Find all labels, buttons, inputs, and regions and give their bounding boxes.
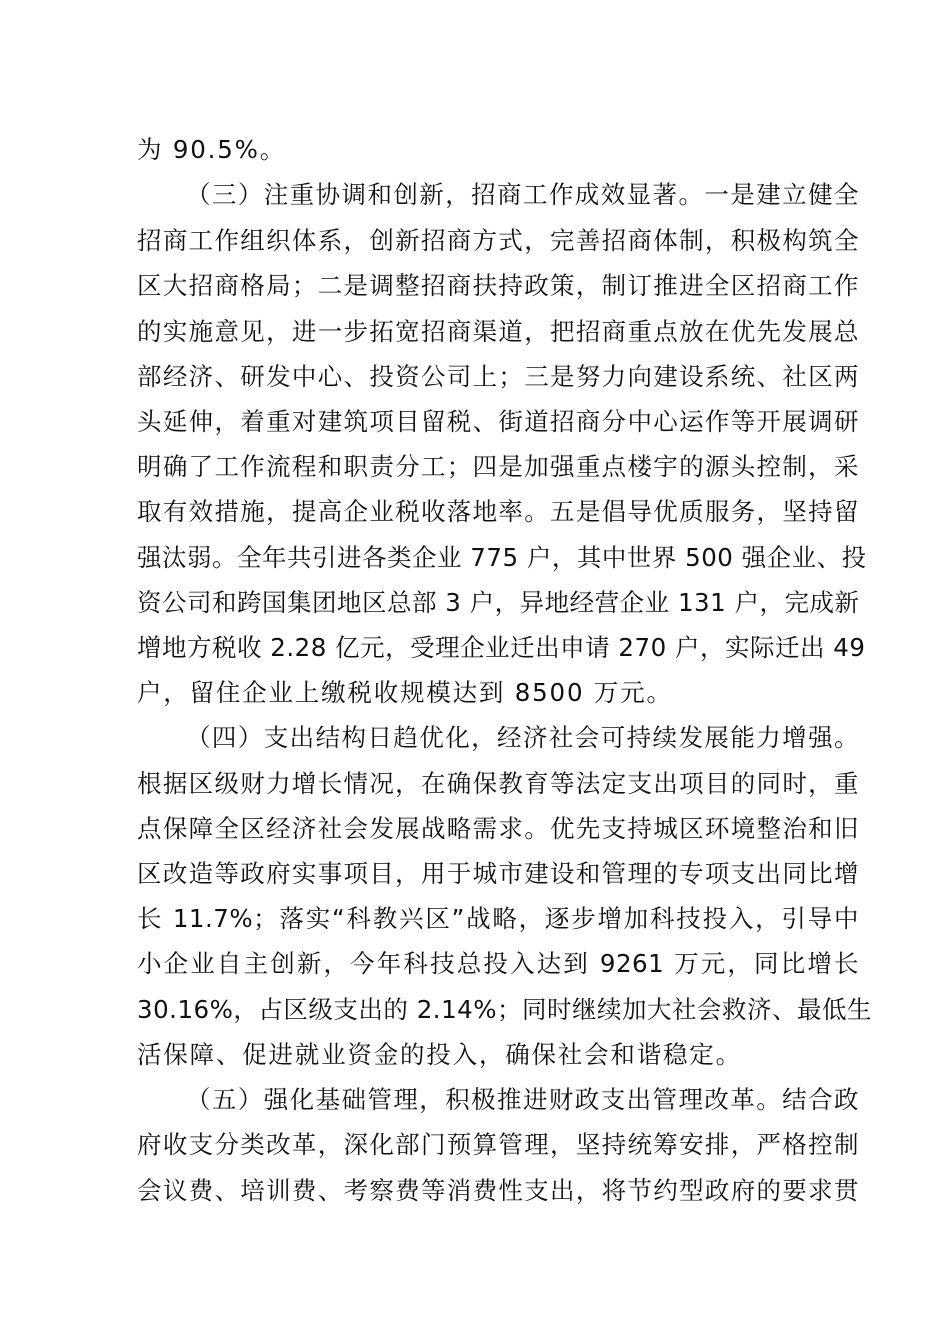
text-line: 根据区级财力增长情况，在确保教育等法定支出项目的同时，重 [137,769,859,798]
text-line: 招商工作组织体系，创新招商方式，完善招商体制，积极构筑全 [137,226,859,255]
paragraph-heading-3: （三）注重协调和创新，招商工作成效显著。一是建立健全 [186,180,859,209]
text-line: 明确了工作流程和职责分工；四是加强重点楼宇的源头控制，采 [137,452,859,481]
text-line: 头延伸，着重对建筑项目留税、街道招商分中心运作等开展调研 [137,407,859,436]
text-line: 30.16%，占区级支出的 2.14%；同时继续加大社会救济、最低生 [137,995,873,1024]
paragraph-heading-5: （五）强化基础管理，积极推进财政支出管理改革。结合政 [186,1085,859,1114]
text-line: 增地方税收 2.28 亿元，受理企业迁出申请 270 户，实际迁出 49 [137,633,866,662]
text-line: 区大招商格局；二是调整招商扶持政策，制订推进全区招商工作 [137,271,859,300]
text-line: 资公司和跨国集团地区总部 3 户，异地经营企业 131 户，完成新 [137,588,860,617]
text-line: 部经济、研发中心、投资公司上；三是努力向建设系统、社区两 [137,362,859,391]
text-line: 户，留住企业上缴税收规模达到 8500 万元。 [137,678,673,707]
text-line: 的实施意见，进一步拓宽招商渠道，把招商重点放在优先发展总 [137,317,859,346]
text-line: 活保障、促进就业资金的投入，确保社会和谐稳定。 [137,1040,742,1069]
text-line: 取有效措施，提高企业税收落地率。五是倡导优质服务，坚持留 [137,497,859,526]
text-line: 会议费、培训费、考察费等消费性支出，将节约型政府的要求贯 [137,1176,859,1205]
text-line: 长 11.7%；落实“科教兴区”战略，逐步增加科技投入，引导中 [137,904,859,933]
text-line: 强汰弱。全年共引进各类企业 775 户，其中世界 500 强企业、投 [137,543,867,572]
text-line: 区改造等政府实事项目，用于城市建设和管理的专项支出同比增 [137,859,859,888]
paragraph-heading-4: （四）支出结构日趋优化，经济社会可持续发展能力增强。 [186,723,859,752]
text-line: 府收支分类改革，深化部门预算管理，坚持统筹安排，严格控制 [137,1130,859,1159]
text-line: 为 90.5%。 [137,135,287,164]
text-line: 点保障全区经济社会发展战略需求。优先支持城区环境整治和旧 [137,814,859,843]
text-line: 小企业自主创新，今年科技总投入达到 9261 万元，同比增长 [137,949,859,978]
